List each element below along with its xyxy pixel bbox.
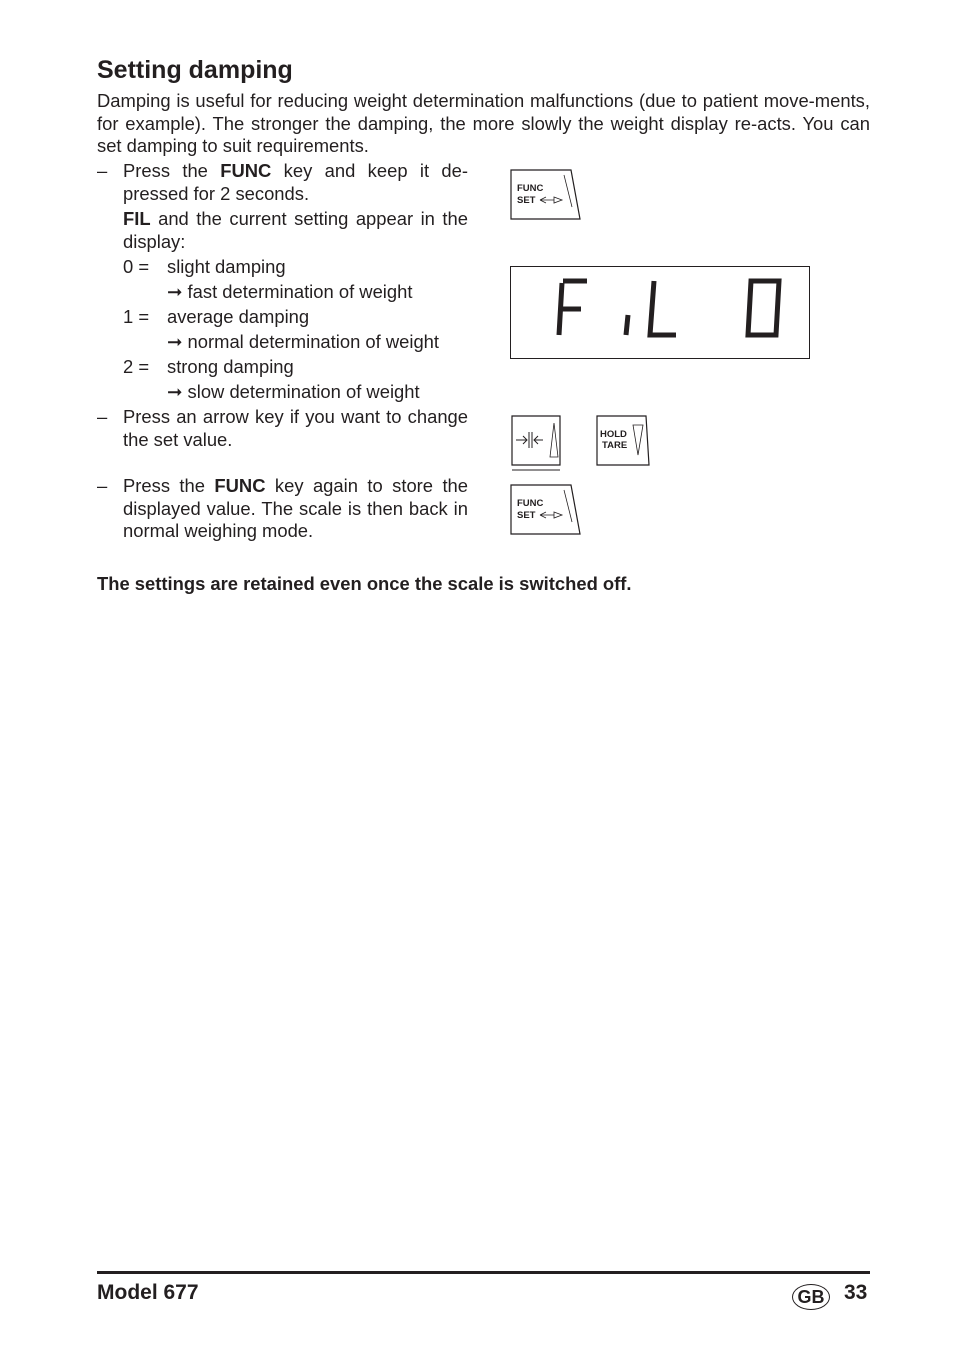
step2-text: Press an arrow key if you want to change the set value. — [123, 406, 468, 450]
step3-key: FUNC — [214, 475, 266, 496]
arrow-icon: ➞ — [167, 281, 183, 302]
fil-label: FIL — [123, 208, 151, 229]
option-2-label: strong damping — [167, 356, 294, 377]
language-badge: GB — [792, 1284, 830, 1310]
step1-fil-text — [123, 208, 468, 253]
svg-text:TARE: TARE — [602, 440, 628, 451]
option-0-num: 0 = — [123, 256, 150, 277]
step3-text: Press the FUNC key again to store the displayed value. The scale is then back in normal weighing mode. — [123, 475, 469, 541]
step1-post: key and keep it de-pressed for 2 seconds. — [123, 160, 468, 204]
arrow-icon: ➞ — [167, 331, 183, 352]
hold-tare-key-icon — [596, 415, 651, 466]
svg-text:FUNC: FUNC — [517, 183, 544, 194]
step1-key: FUNC — [220, 160, 272, 181]
option-0-result: ➞ fast determination of weight — [167, 281, 413, 302]
footer-divider — [97, 1271, 870, 1274]
svg-text:FiL 0: FiL 0 — [511, 267, 514, 268]
func-set-key-icon — [510, 169, 581, 220]
option-0-label: slight damping — [167, 256, 286, 277]
step3-dash: – — [97, 475, 108, 496]
retained-settings-note: The settings are retained even once the scale is switched off. — [97, 573, 632, 594]
step2-dash: – — [97, 406, 108, 427]
intro-paragraph: Damping is useful for reducing weight determination malfunctions (due to patient move-ments, for example). The stronger the damping, the more slowly the weight display re-acts. You can set damping to suit requirements. — [97, 90, 870, 156]
option-2-result: ➞ slow determination of weight — [167, 381, 420, 402]
step1-dash: – — [97, 160, 108, 181]
step1-text — [123, 160, 468, 205]
svg-text:HOLD: HOLD — [600, 429, 627, 440]
display-digits — [511, 267, 809, 358]
option-1-result: ➞ normal determination of weight — [167, 331, 440, 352]
func-set-key-icon — [510, 484, 581, 535]
arrow-icon: ➞ — [167, 381, 183, 402]
svg-text:FUNC: FUNC — [517, 498, 544, 509]
scale-display — [510, 266, 810, 359]
svg-text:SET: SET — [517, 195, 536, 206]
zero-key-icon — [510, 415, 563, 473]
fil-text: and the current setting appear in the display: — [123, 208, 468, 252]
option-2-num: 2 = — [123, 356, 150, 377]
svg-text:SET: SET — [517, 510, 536, 521]
step1-pre: Press the — [123, 160, 221, 181]
page-title: Setting damping — [97, 56, 293, 84]
footer-model: Model 677 — [97, 1281, 199, 1304]
option-1-num: 1 = — [123, 306, 150, 327]
option-1-label: average damping — [167, 306, 310, 327]
page-number: 33 — [844, 1281, 868, 1304]
